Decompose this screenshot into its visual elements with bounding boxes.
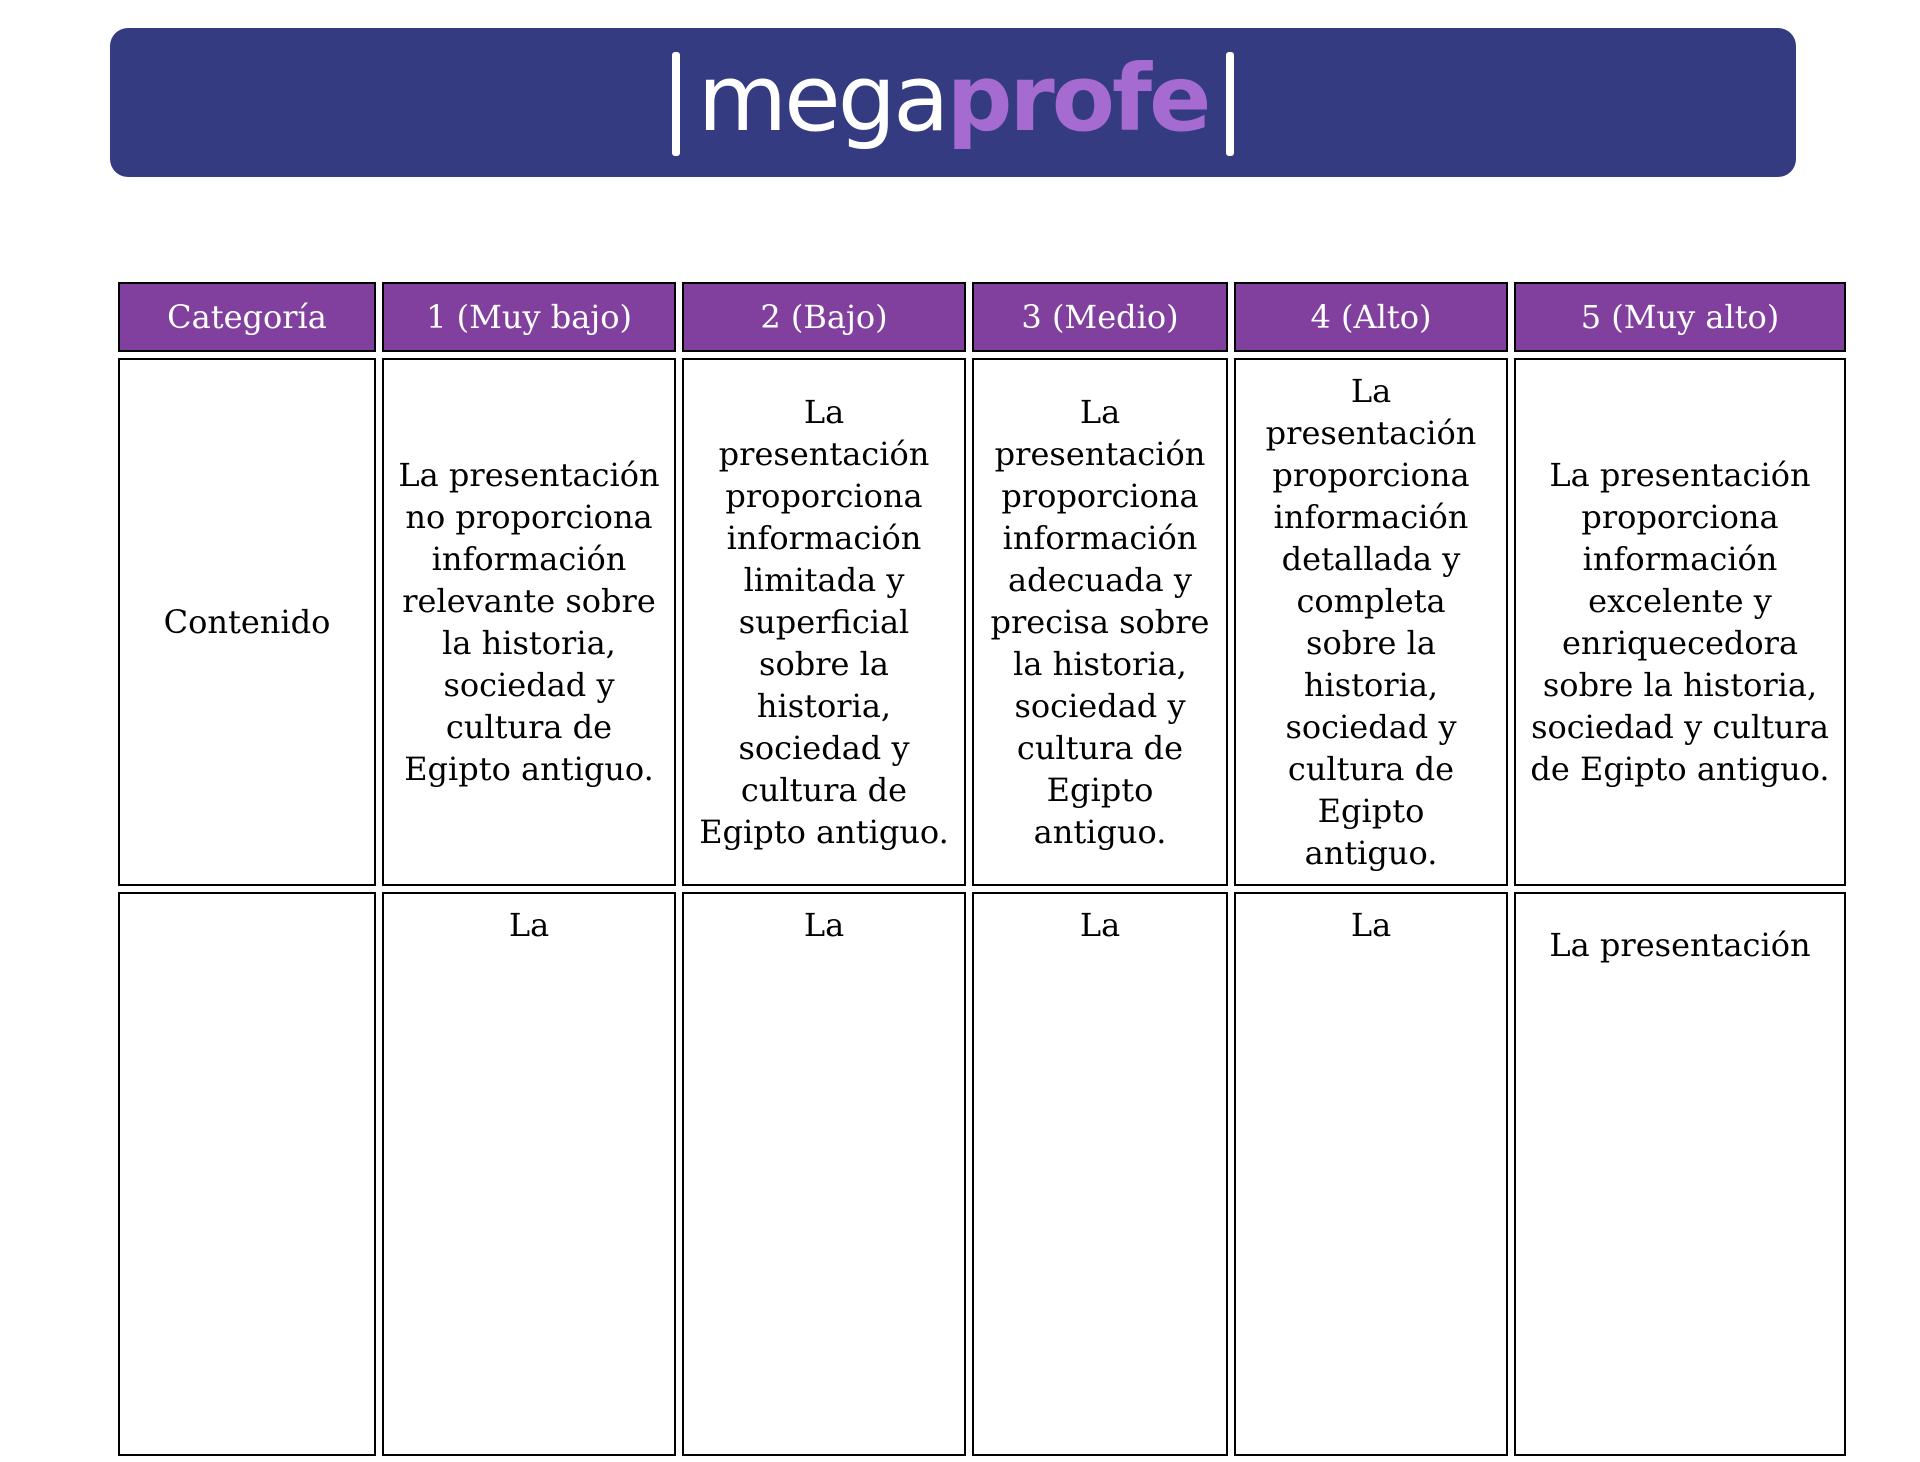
criteria-cell-level-1: La presentación no proporciona información relevante sobre la historia, sociedad y cultura de Egipto antiguo. bbox=[382, 358, 676, 886]
criteria-cell-level-4: La bbox=[1234, 892, 1508, 1456]
megaprofe-banner bbox=[110, 28, 1796, 177]
row-category-cell: Contenido bbox=[118, 358, 376, 886]
rubric-table bbox=[112, 276, 1852, 1462]
logo-left-bar bbox=[672, 52, 680, 156]
logo-right-bar bbox=[1226, 52, 1234, 156]
column-header-level-4: 4 (Alto) bbox=[1234, 282, 1508, 352]
criteria-cell-level-5: La presentación proporciona información excelente y enriquecedora sobre la historia, sociedad y cultura de Egipto antiguo. bbox=[1514, 358, 1846, 886]
criteria-cell-level-4: La presentación proporciona información detallada y completa sobre la historia, sociedad y cultura de Egipto antiguo. bbox=[1234, 358, 1508, 886]
criteria-cell-level-5: La presentación bbox=[1514, 892, 1846, 1456]
column-header-level-2: 2 (Bajo) bbox=[682, 282, 966, 352]
column-header-level-1: 1 (Muy bajo) bbox=[382, 282, 676, 352]
column-header-level-3: 3 (Medio) bbox=[972, 282, 1228, 352]
logo-profe-text: profe bbox=[946, 44, 1209, 152]
column-header-category: Categoría bbox=[118, 282, 376, 352]
megaprofe-logo[interactable] bbox=[654, 42, 1253, 164]
row-category-cell bbox=[118, 892, 376, 1456]
criteria-cell-level-3: La bbox=[972, 892, 1228, 1456]
criteria-cell-level-2: La presentación proporciona información limitada y superficial sobre la historia, sociedad y cultura de Egipto antiguo. bbox=[682, 358, 966, 886]
rubric-table-container bbox=[112, 276, 1852, 1462]
table-row-contenido bbox=[118, 358, 1846, 886]
column-header-level-5: 5 (Muy alto) bbox=[1514, 282, 1846, 352]
rubric-header-row bbox=[118, 282, 1846, 352]
criteria-cell-level-1: La bbox=[382, 892, 676, 1456]
criteria-cell-level-2: La bbox=[682, 892, 966, 1456]
table-row bbox=[118, 892, 1846, 1456]
criteria-cell-level-3: La presentación proporciona información adecuada y precisa sobre la historia, sociedad y cultura de Egipto antiguo. bbox=[972, 358, 1228, 886]
logo-mega-text: mega bbox=[697, 44, 947, 152]
